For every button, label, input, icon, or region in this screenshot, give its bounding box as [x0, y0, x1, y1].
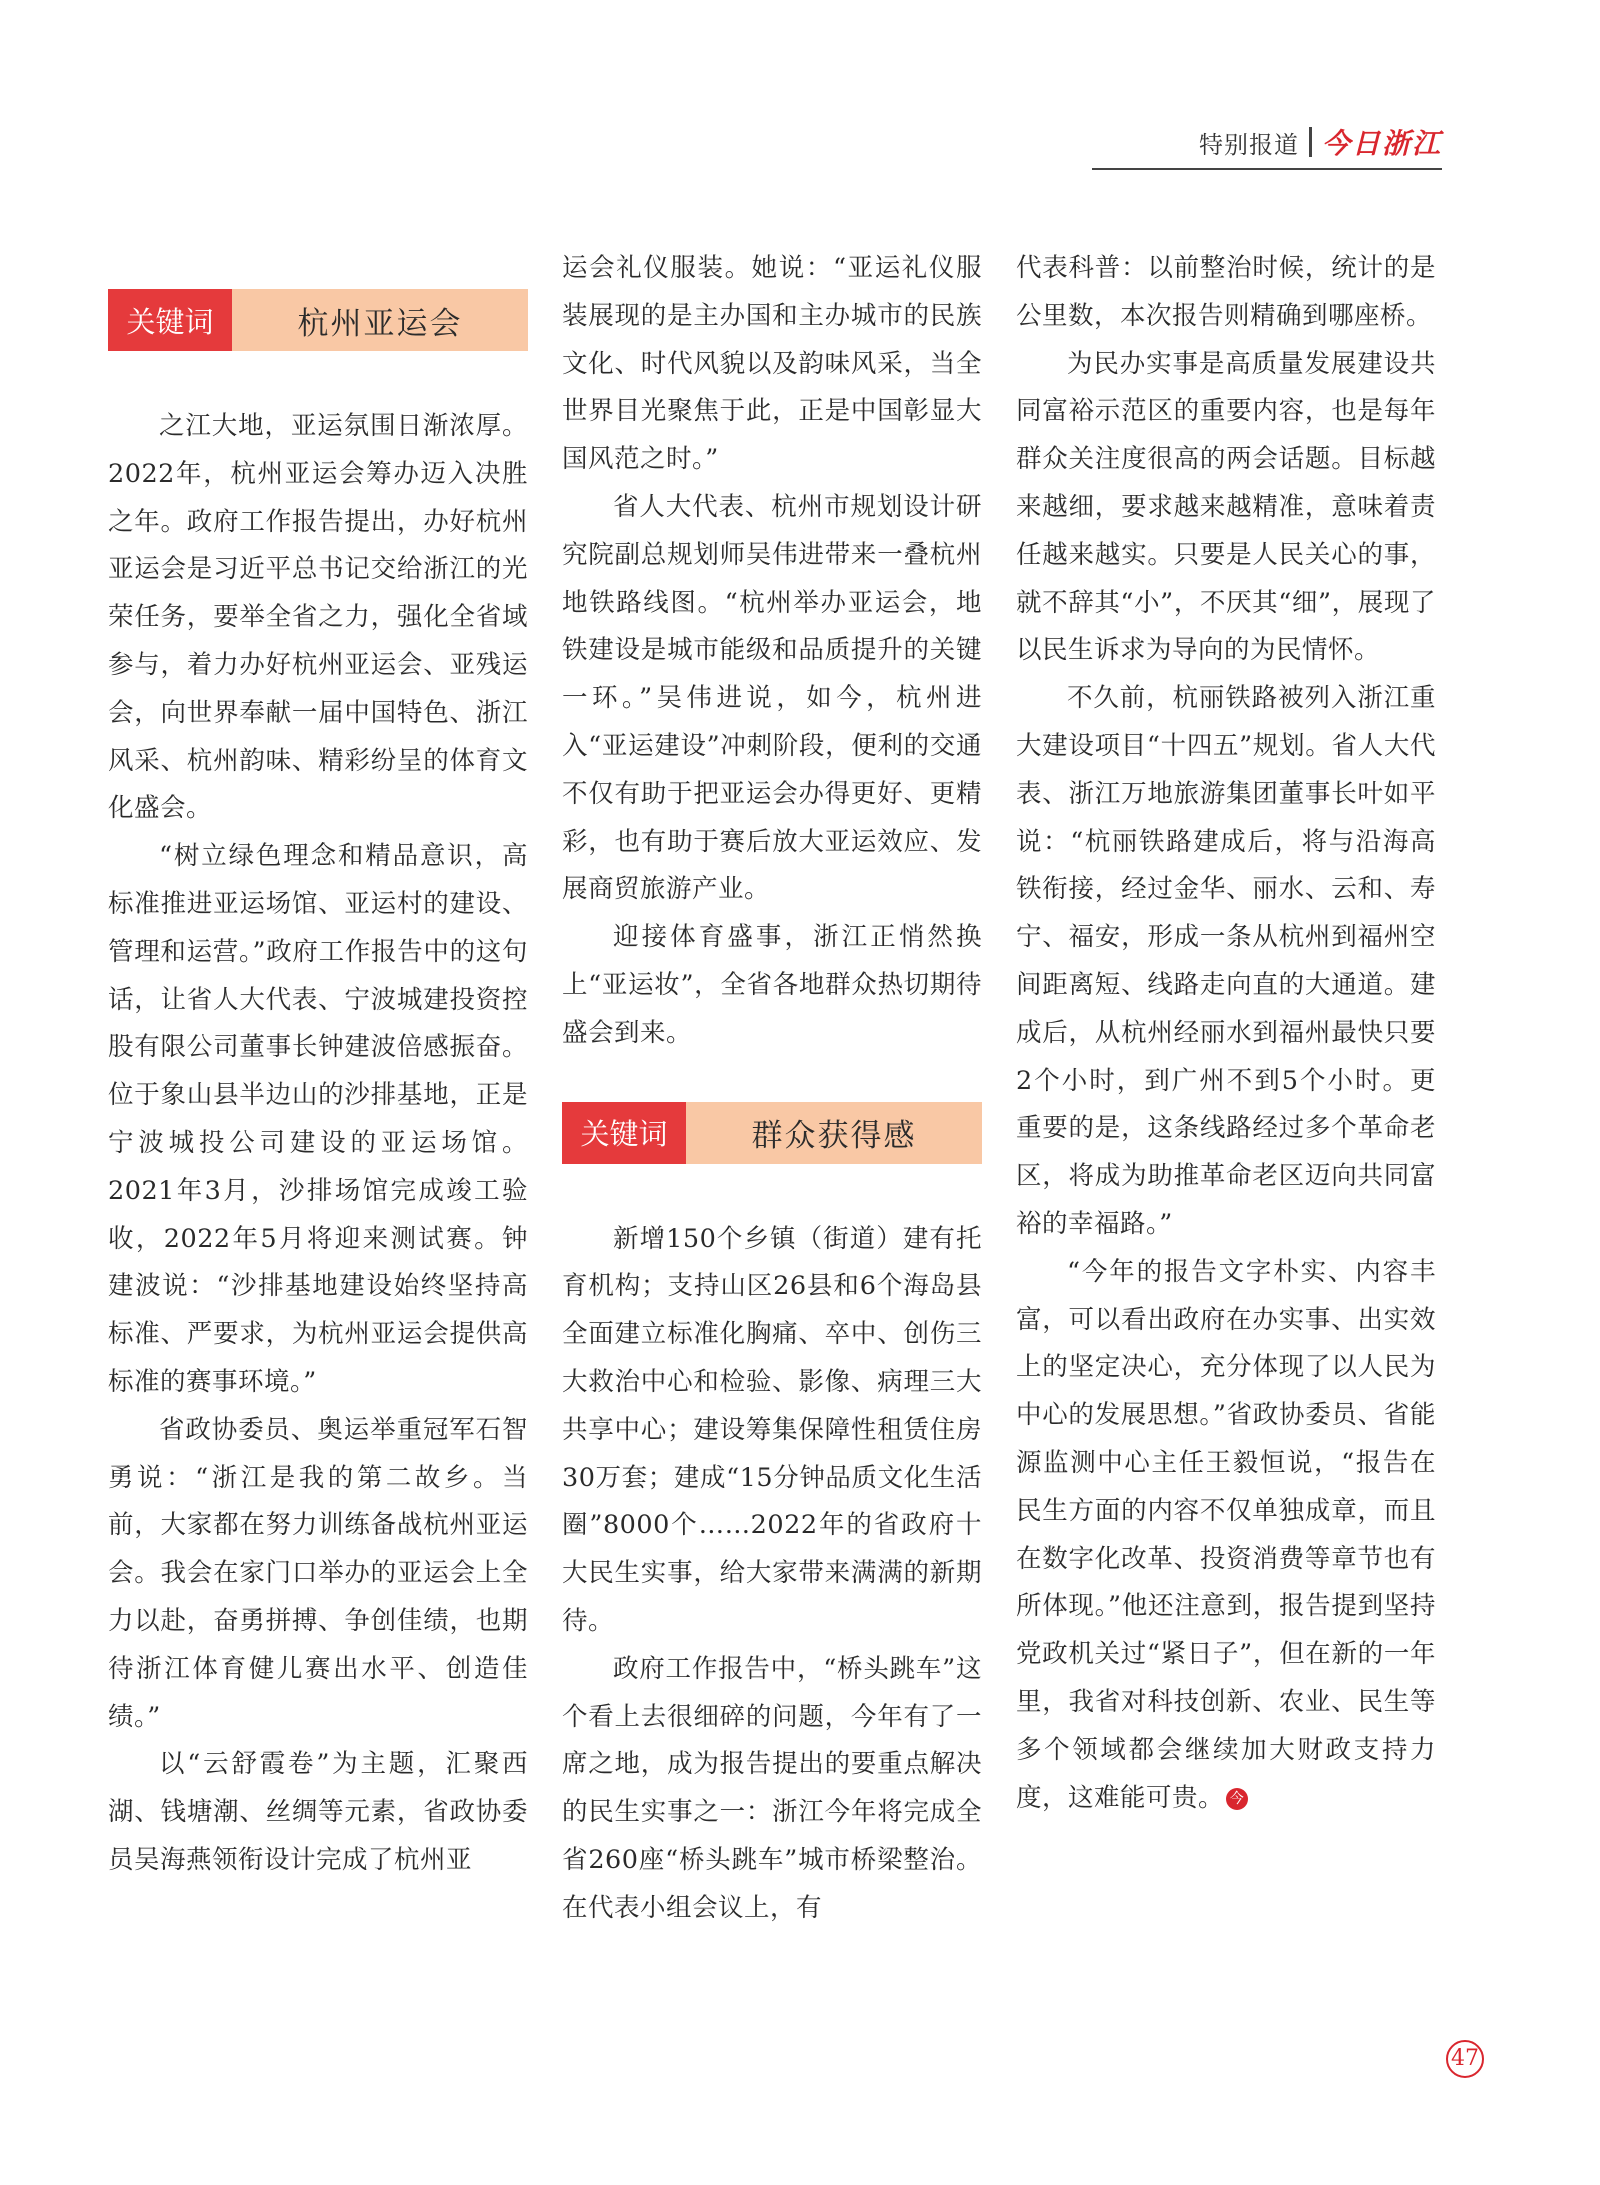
column-2: [562, 245, 982, 1933]
keyword-label: 关键词: [108, 289, 232, 351]
column-1: [108, 289, 528, 1885]
paragraph: [1016, 1249, 1436, 1823]
masthead-divider: [1309, 127, 1312, 157]
paragraph: 省政协委员、奥运举重冠军石智勇说：“浙江是我的第二故乡。当前，大家都在努力训练备战杭州亚运会。我会在家门口举办的亚运会上全力以赴，奋勇拼搏、争创佳绩，也期待浙江体育健儿赛出水平、创造佳绩。”: [108, 1414, 528, 1732]
keyword-topic: 杭州亚运会: [232, 289, 528, 351]
keyword-banner-public-benefit: [562, 1102, 982, 1164]
paragraph: 以“云舒霞卷”为主题，汇聚西湖、钱塘潮、丝绸等元素，省政协委员吴海燕领衔设计完成了杭州亚: [108, 1749, 528, 1875]
paragraph: 之江大地，亚运氛围日渐浓厚。2022年，杭州亚运会筹办迈入决胜之年。政府工作报告提出，办好杭州亚运会是习近平总书记交给浙江的光荣任务，要举全省之力，强化全省域参与，着力办好杭州亚运会、亚残运会，向世界奉献一届中国特色、浙江风采、杭州韵味、精彩纷呈的体育文化盛会。: [108, 411, 528, 824]
paragraph-text: “今年的报告文字朴实、内容丰富，可以看出政府在办实事、出实效上的坚定决心，充分体现了以人民为中心的发展思想。”省政协委员、省能源监测中心主任王毅恒说，“报告在民生方面的内容不仅单独成章，而且在数字化改革、投资消费等章节也有所体现。”他还注意到，报告提到坚持党政机关过“紧日子”，但在新的一年里，我省对科技创新、农业、民生等多个领域都会继续加大财政支持力度，这难能可贵。: [1016, 1256, 1436, 1813]
end-mark-icon: 今: [1226, 1788, 1248, 1810]
paragraph: 政府工作报告中，“桥头跳车”这个看上去很细碎的问题，今年有了一席之地，成为报告提出的要重点解决的民生实事之一：浙江今年将完成全省260座“桥头跳车”城市桥梁整治。在代表小组会议上，有: [562, 1653, 982, 1923]
paragraph: 代表科普：以前整治时候，统计的是公里数，本次报告则精确到哪座桥。: [1016, 253, 1436, 331]
paragraph: 不久前，杭丽铁路被列入浙江重大建设项目“十四五”规划。省人大代表、浙江万地旅游集团董事长叶如平说：“杭丽铁路建成后，将与沿海高铁衔接，经过金华、丽水、云和、寿宁、福安，形成一条从杭州到福州空间距离短、线路走向直的大通道。建成后，从杭州经丽水到福州最快只要2个小时，到广州不到5个小时。更重要的是，这条线路经过多个革命老区，将成为助推革命老区迈向共同富裕的幸福路。”: [1016, 683, 1436, 1239]
paragraph: 迎接体育盛事，浙江正悄然换上“亚运妆”，全省各地群众热切期待盛会到来。: [562, 922, 982, 1048]
keyword-banner-asian-games: [108, 289, 528, 351]
column-3: [1016, 245, 1436, 1822]
keyword-label: 关键词: [562, 1102, 686, 1164]
brand-logo: 今日浙江: [1321, 127, 1442, 160]
masthead: [1092, 122, 1442, 170]
keyword-topic: 群众获得感: [686, 1102, 982, 1164]
paragraph: 省人大代表、杭州市规划设计研究院副总规划师吴伟进带来一叠杭州地铁路线图。“杭州举办亚运会，地铁建设是城市能级和品质提升的关键一环。”吴伟进说，如今，杭州进入“亚运建设”冲刺阶段，便利的交通不仅有助于把亚运会办得更好、更精彩，也有助于赛后放大亚运效应、发展商贸旅游产业。: [562, 491, 982, 905]
page-number: 47: [1446, 2040, 1484, 2078]
paragraph: 运会礼仪服装。她说：“亚运礼仪服装展现的是主办国和主办城市的民族文化、时代风貌以及韵味风采，当全世界目光聚焦于此，正是中国彰显大国风范之时。”: [562, 253, 982, 475]
paragraph: 新增150个乡镇（街道）建有托育机构；支持山区26县和6个海岛县全面建立标准化胸痛、卒中、创伤三大救治中心和检验、影像、病理三大共享中心；建设筹集保障性租赁住房30万套；建成“15分钟品质文化生活圈”8000个……2022年的省政府十大民生实事，给大家带来满满的新期待。: [562, 1223, 982, 1636]
paragraph: “树立绿色理念和精品意识，高标准推进亚运场馆、亚运村的建设、管理和运营。”政府工作报告中的这句话，让省人大代表、宁波城建投资控股有限公司董事长钟建波倍感振奋。位于象山县半边山的沙排基地，正是宁波城投公司建设的亚运场馆。2021年3月，沙排场馆完成竣工验收，2022年5月将迎来测试赛。钟建波说：“沙排基地建设始终坚持高标准、严要求，为杭州亚运会提供高标准的赛事环境。”: [108, 841, 528, 1397]
section-title: 特别报道: [1198, 130, 1299, 159]
paragraph: 为民办实事是高质量发展建设共同富裕示范区的重要内容，也是每年群众关注度很高的两会话题。目标越来越细，要求越来越精准，意味着责任越来越实。只要是人民关心的事，就不辞其“小”，不厌其“细”，展现了以民生诉求为导向的为民情怀。: [1016, 348, 1436, 666]
